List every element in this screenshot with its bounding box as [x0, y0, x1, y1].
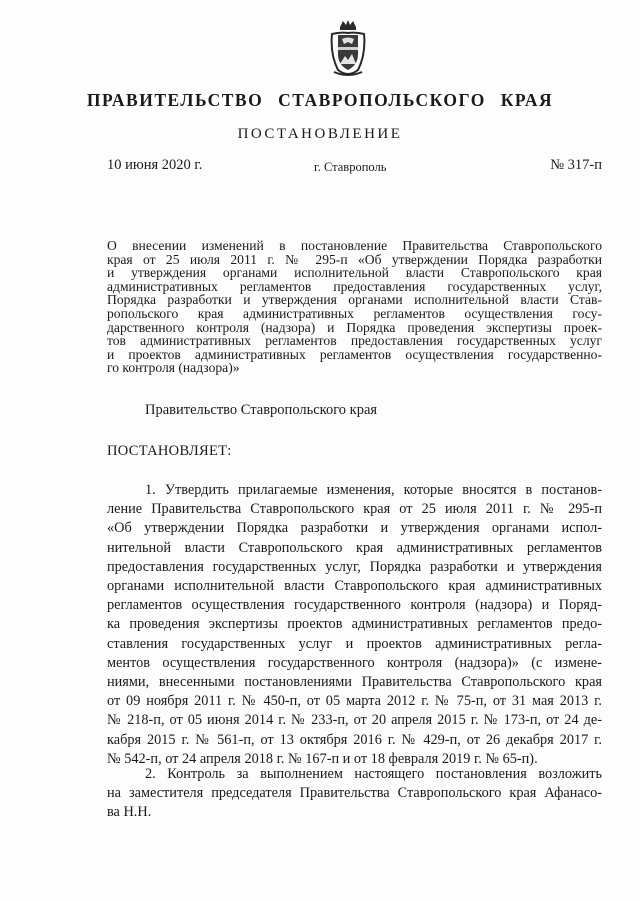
paragraph-line: кабря 2015 г. № 561-п, от 13 октября 2016 г. № 429-п, от 26 декабря 2017 г. [107, 731, 602, 748]
subject-line: административных регламентов предоставления государственных услуг, [107, 278, 602, 294]
paragraph-line: ка проведения экспертизы проектов административных регламентов предо- [107, 616, 602, 633]
subject-line: Порядка разработки и утверждения органами исполнительной власти Став- [107, 292, 602, 308]
preamble: Правительство Ставропольского края [145, 402, 378, 418]
subject-line: края от 25 июля 2011 г. № 295-п «Об утверждении Порядка разработки [107, 251, 602, 267]
paragraph-line: № 542-п, от 24 апреля 2018 г. № 167-п и от 18 февраля 2019 г. № 65-п). [107, 750, 538, 767]
paragraph-line: ставления государственных услуг и проектов административных регла- [107, 635, 602, 652]
government-title: ПРАВИТЕЛЬСТВО СТАВРОПОЛЬСКОГО КРАЯ [86, 90, 554, 110]
paragraph-line: от 09 ноября 2011 г. № 450-п, от 05 марта 2012 г. № 75-п, от 31 мая 2013 г. [107, 693, 602, 710]
document-date: 10 июня 2020 г. [107, 157, 203, 173]
paragraph-line: ментов осуществления государственного контроля (надзора)» (с измене- [107, 654, 602, 671]
paragraph-line: 1. Утвердить прилагаемые изменения, которые вносятся в постанов- [145, 482, 602, 498]
subject-line: О внесении изменений в постановление Правительства Ставропольского [107, 238, 602, 253]
subject-line: ропольского края административных регламентов осуществления госу- [107, 305, 602, 321]
paragraph-line: ва Н.Н. [107, 804, 152, 821]
paragraph-line: регламентов осуществления государственного контроля (надзора) и Поряд- [107, 597, 602, 614]
paragraph-line: ниями, внесенными постановлениями Правительства Ставропольского края [107, 674, 602, 691]
subject-line: го контроля (надзора)» [107, 360, 240, 376]
document-number: № 317-п [550, 157, 602, 173]
paragraph-1 [107, 481, 602, 769]
coat-of-arms-icon [328, 20, 368, 78]
resolves-heading: ПОСТАНОВЛЯЕТ: [107, 443, 232, 459]
document-type: ПОСТАНОВЛЕНИЕ [237, 126, 403, 142]
paragraph-line: ление Правительства Ставропольского края от 25 июля 2011 г. № 295-п [107, 501, 602, 518]
document-city: г. Ставрополь [314, 160, 387, 174]
subject-line: и утверждения органами исполнительной власти Ставропольского края [107, 265, 602, 281]
paragraph-line: предоставления государственных услуг, Порядка разработки и утверждения [107, 558, 602, 575]
subject-line: тов административных регламентов предоставления государственных услуг [107, 333, 602, 349]
subject-line: и проектов административных регламентов осуществления государственно- [107, 346, 602, 362]
paragraph-line: № 218-п, от 05 июня 2014 г. № 233-п, от 20 апреля 2015 г. № 173-п, от 24 де- [107, 712, 602, 729]
paragraph-line: «Об утверждении Порядка разработки и утверждения органами испол- [107, 520, 602, 537]
paragraph-line: нительной власти Ставропольского края административных регламентов [107, 539, 602, 556]
document-subject [107, 239, 602, 375]
paragraph-line: органами исполнительной власти Ставропольского края административных [107, 578, 602, 595]
subject-line: дарственного контроля (надзора) и Порядка проведения экспертизы проек- [107, 319, 602, 335]
paragraph-line: на заместителя председателя Правительства Ставропольского края Афанасо- [107, 785, 602, 802]
paragraph-2 [107, 765, 602, 823]
paragraph-line: 2. Контроль за выполнением настоящего постановления возложить [145, 766, 602, 782]
